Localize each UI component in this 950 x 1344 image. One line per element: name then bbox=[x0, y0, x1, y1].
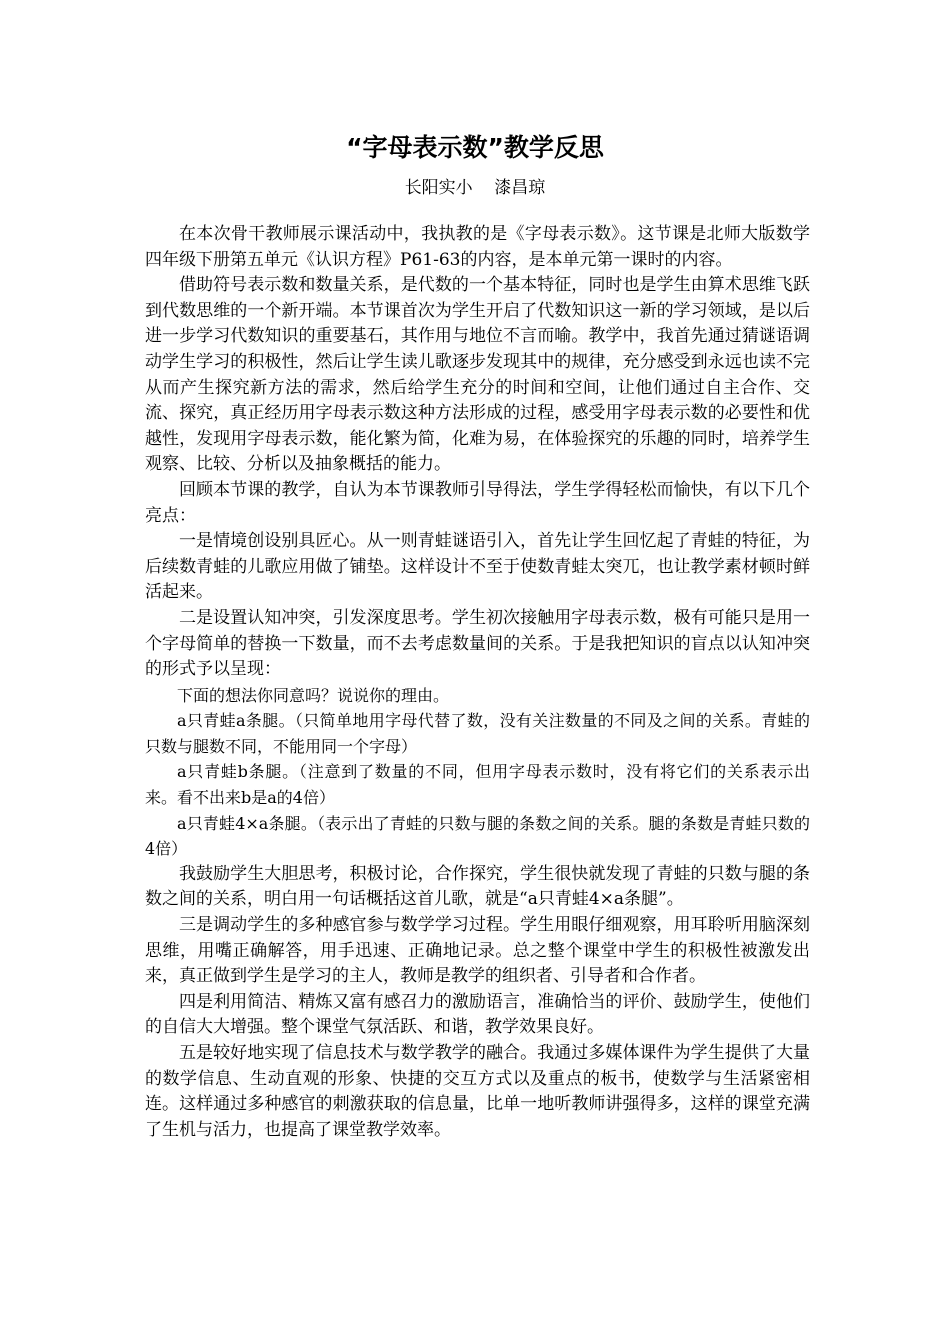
paragraph-highlight-3: 三是调动学生的多种感官参与数学学习过程。学生用眼仔细观察，用耳聆听用脑深刻思维，用嘴正确解答，用手迅速、正确地记录。总之整个课堂中学生的积极性被激发出来，真正做到学生是学习的主人，教师是教学的组织者、引导者和合作者。 bbox=[145, 915, 810, 987]
paragraph-discussion: 我鼓励学生大胆思考，积极讨论，合作探究，学生很快就发现了青蛙的只数与腿的条数之间的关系，明白用一句话概括这首儿歌，就是“a只青蛙4×a条腿”。 bbox=[145, 863, 810, 910]
paragraph-intro: 在本次骨干教师展示课活动中，我执教的是《字母表示数》。这节课是北师大版数学四年级下册第五单元《认识方程》P61-63的内容，是本单元第一课时的内容。 bbox=[145, 224, 810, 270]
paragraph-example-1: a只青蛙a条腿。（只简单地用字母代替了数，没有关注数量的不同及之间的关系。青蛙的只数与腿数不同，不能用同一个字母） bbox=[145, 711, 810, 756]
paragraph-highlights-intro: 回顾本节课的教学，自认为本节课教师引导得法，学生学得轻松而愉快，有以下几个亮点： bbox=[145, 479, 810, 526]
paragraph-question: 下面的想法你同意吗？说说你的理由。 bbox=[177, 685, 450, 705]
document-body bbox=[145, 222, 810, 1143]
paragraph-background: 借助符号表示数和数量关系，是代数的一个基本特征，同时也是学生由算术思维飞跃到代数思维的一个新开端。本节课首次为学生开启了代数知识这一新的学习领域，是以后进一步学习代数知识的重要基石，其作用与地位不言而喻。教学中，我首先通过猜谜语调动学生学习的积极性，然后让学生读儿歌逐步发现其中的规律，充分感受到永远也读不完从而产生探究新方法的需求，然后给学生充分的时间和空间，让他们通过自主合作、交流、探究，真正经历用字母表示数这种方法形成的过程，感受用字母表示数的必要性和优越性，发现用字母表示数，能化繁为简，化难为易，在体验探究的乐趣的同时，培养学生观察、比较、分析以及抽象概括的能力。 bbox=[145, 275, 810, 475]
document-title: “字母表示数”教学反思 bbox=[346, 133, 604, 162]
paragraph-highlight-4: 四是利用简洁、精炼又富有感召力的激励语言，准确恰当的评价、鼓励学生，使他们的自信大大增强。整个课堂气氛活跃、和谐，教学效果良好。 bbox=[145, 991, 810, 1038]
paragraph-highlight-5: 五是较好地实现了信息技术与数学教学的融合。我通过多媒体课件为学生提供了大量的数学信息、生动直观的形象、快捷的交互方式以及重点的板书，使数学与生活紧密相连。这样通过多种感官的刺激获取的信息量，比单一地听教师讲强得多，这样的课堂充满了生机与活力，也提高了课堂教学效率。 bbox=[145, 1043, 810, 1140]
paragraph-example-3: a只青蛙4×a条腿。（表示出了青蛙的只数与腿的条数之间的关系。腿的条数是青蛙只数的4倍） bbox=[145, 813, 810, 859]
author-line: 长阳实小 漆昌琼 bbox=[404, 178, 546, 198]
paragraph-example-2: a只青蛙b条腿。（注意到了数量的不同，但用字母表示数时，没有将它们的关系表示出来。看不出来b是a的4倍） bbox=[145, 762, 810, 808]
paragraph-highlight-2: 二是设置认知冲突，引发深度思考。学生初次接触用字母表示数，极有可能只是用一个字母简单的替换一下数量，而不去考虑数量间的关系。于是我把知识的盲点以认知冲突的形式予以呈现： bbox=[145, 607, 810, 680]
paragraph-highlight-1: 一是情境创设别具匠心。从一则青蛙谜语引入，首先让学生回忆起了青蛙的特征，为后续数青蛙的儿歌应用做了铺垫。这样设计不至于使数青蛙太突兀，也让教学素材顿时鲜活起来。 bbox=[145, 531, 810, 603]
